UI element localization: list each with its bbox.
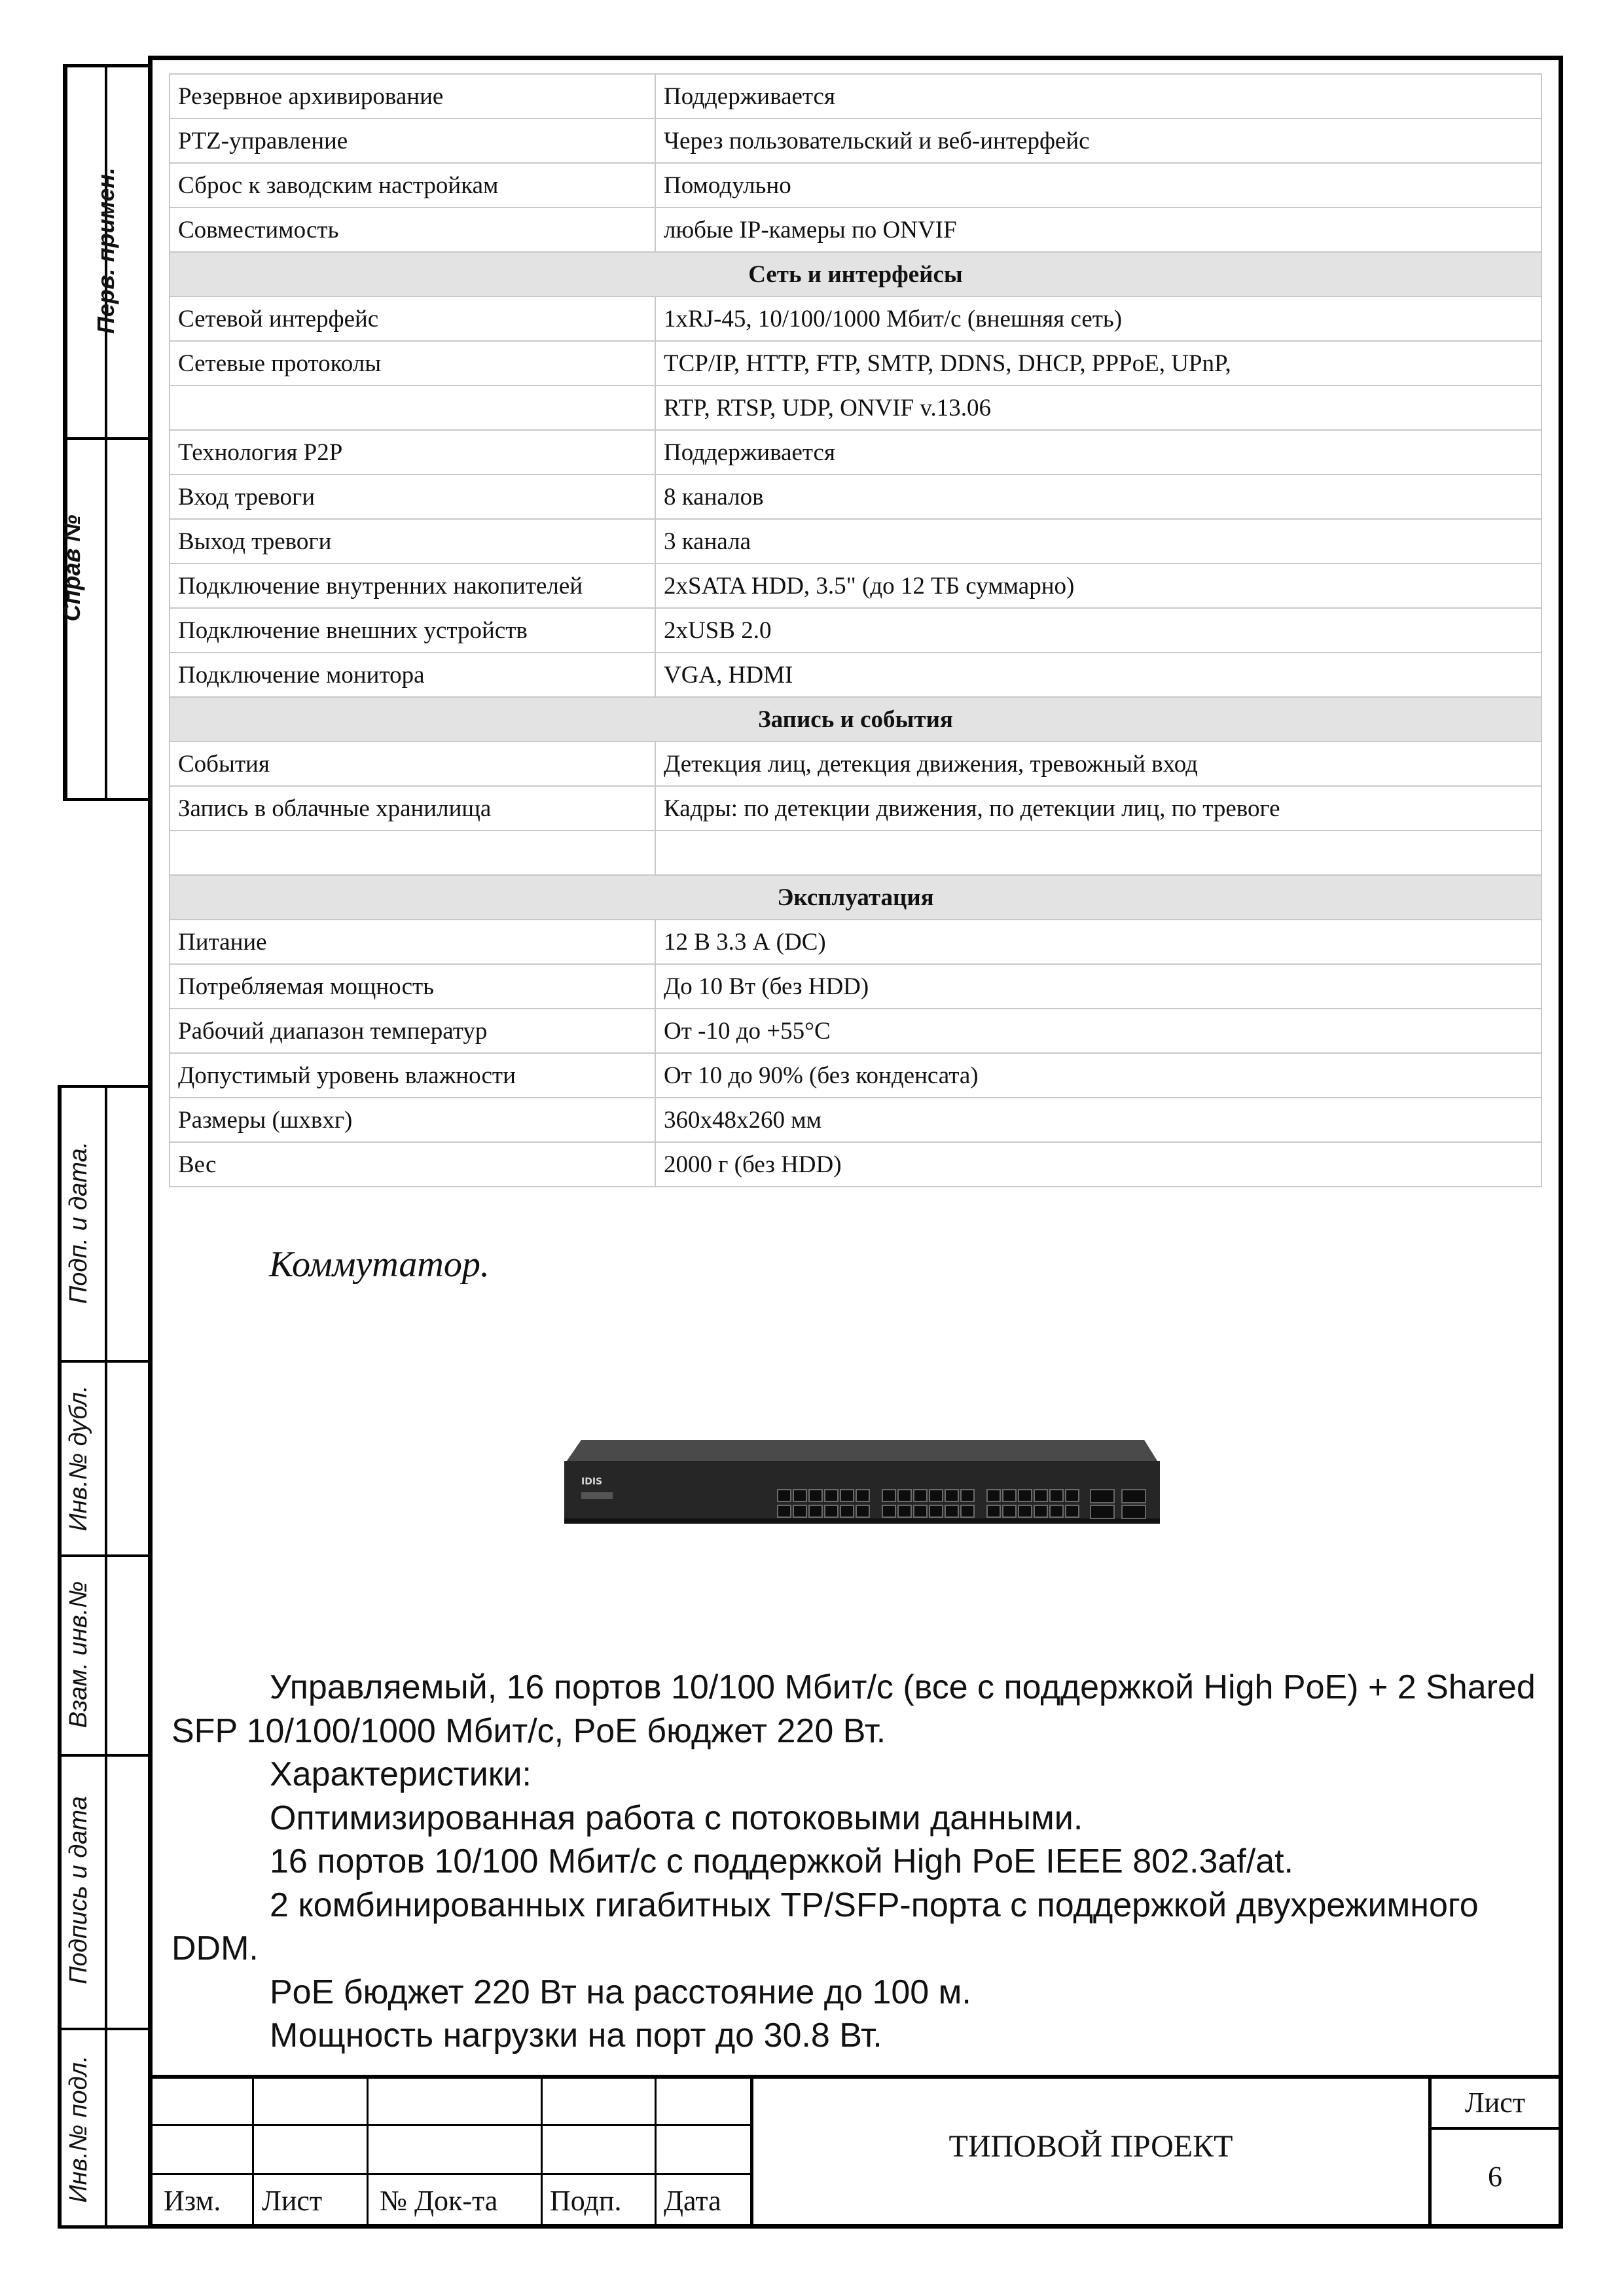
row-label: PTZ-управление (170, 118, 655, 163)
table-row (170, 653, 1542, 697)
margin-upper-outer-line (63, 64, 67, 800)
switch-image (555, 1427, 1170, 1532)
switch-rj45-port (945, 1490, 958, 1501)
margin-inv-dubl: Инв.№ дубл. (65, 1385, 92, 1532)
table-row (170, 74, 1542, 118)
title-block-col-line (252, 2079, 254, 2224)
margin-vzam-inv: Взам. инв.№ (65, 1581, 92, 1729)
row-label: Технология P2P (170, 430, 655, 475)
body-paragraph: Характеристики: (270, 1755, 532, 1793)
body-paragraph: 2 комбинированных гигабитных TP/SFP-порта с поддержкой двухрежимного DDM. (171, 1886, 1479, 1967)
switch-rj45-port (1003, 1505, 1016, 1517)
title-block-list: Лист (262, 2185, 323, 2217)
switch-rj45-port (1034, 1505, 1047, 1517)
row-label: Совместимость (170, 207, 655, 252)
row-label: Питание (170, 920, 655, 964)
margin-divider (58, 1085, 149, 1088)
title-block-row-line (153, 2173, 751, 2175)
row-value: От 10 до 90% (без конденсата) (655, 1053, 1542, 1098)
switch-rj45-port (1066, 1505, 1079, 1517)
row-label: Вход тревоги (170, 475, 655, 519)
margin-podpis-data: Подпись и дата (65, 1796, 92, 1984)
switch-rj45-port (929, 1505, 943, 1517)
switch-rj45-port (1050, 1505, 1063, 1517)
title-block-doc: № Док-та (380, 2185, 498, 2217)
body-text (171, 1666, 1553, 2058)
row-value: 360х48х260 мм (655, 1098, 1542, 1142)
switch-rj45-port (825, 1505, 838, 1517)
margin-podp-data: Подп. и дата. (65, 1141, 92, 1304)
row-label: Рабочий диапазон температур (170, 1009, 655, 1053)
row-value: 2xUSB 2.0 (655, 608, 1542, 653)
table-row (170, 341, 1542, 386)
row-label: Размеры (шхвхг) (170, 1098, 655, 1142)
row-value: 2xSATA HDD, 3.5" (до 12 ТБ суммарно) (655, 564, 1542, 608)
row-label: Сброс к заводским настройкам (170, 163, 655, 207)
row-value: VGA, HDMI (655, 653, 1542, 697)
title-block-project: ТИПОВОЙ ПРОЕКТ (948, 2129, 1233, 2164)
row-label: Запись в облачные хранилища (170, 786, 655, 831)
margin-perv-primen: Перв. примен. (92, 167, 119, 334)
switch-uplink-port (1122, 1490, 1146, 1503)
row-value: TCP/IP, HTTP, FTP, SMTP, DDNS, DHCP, PPPoE, UPnP, (655, 341, 1542, 386)
row-value: любые IP-камеры по ONVIF (655, 207, 1542, 252)
row-label: Вес (170, 1142, 655, 1187)
margin-upper-mid-line (63, 437, 151, 440)
row-value: RTP, RTSP, UDP, ONVIF v.13.06 (655, 386, 1542, 430)
row-value: Поддерживается (655, 430, 1542, 475)
row-label: Допустимый уровень влажности (170, 1053, 655, 1098)
switch-rj45-port (961, 1490, 974, 1501)
margin-lower-inner-line (105, 1085, 107, 2229)
margin-upper-bottom-line (63, 798, 151, 801)
title-block-row-line (153, 2124, 751, 2126)
table-row (170, 1098, 1542, 1142)
table-row (170, 1142, 1542, 1187)
switch-rj45-port (987, 1505, 1000, 1517)
row-label: Подключение монитора (170, 653, 655, 697)
switch-rj45-port (840, 1505, 854, 1517)
switch-rj45-port (778, 1490, 791, 1501)
margin-divider (58, 1554, 149, 1557)
switch-rj45-port (1066, 1490, 1079, 1501)
switch-sfp-port (1091, 1490, 1114, 1503)
switch-rj45-port (825, 1490, 838, 1501)
switch-rj45-port (856, 1505, 869, 1517)
table-row (170, 519, 1542, 564)
row-value: 1xRJ-45, 10/100/1000 Мбит/с (внешняя сеть) (655, 296, 1542, 341)
body-paragraph: PoE бюджет 220 Вт на расстояние до 100 м. (270, 1973, 971, 2011)
switch-rj45-port (914, 1490, 927, 1501)
title-block-col-line (541, 2079, 543, 2224)
row-value: До 10 Вт (без HDD) (655, 964, 1542, 1009)
switch-rj45-port (793, 1505, 806, 1517)
switch-rj45-port (778, 1505, 791, 1517)
row-value: 3 канала (655, 519, 1542, 564)
switch-rj45-port (1034, 1490, 1047, 1501)
table-row (170, 386, 1542, 430)
table-row (170, 296, 1542, 341)
switch-rj45-port (945, 1505, 958, 1517)
row-label: Подключение внутренних накопителей (170, 564, 655, 608)
switch-rj45-port (882, 1490, 895, 1501)
table-row (170, 1009, 1542, 1053)
title-block-sheet-number: 6 (1488, 2161, 1502, 2193)
row-label (170, 386, 655, 430)
title-block-data: Дата (664, 2185, 721, 2217)
body-paragraph: Оптимизированная работа с потоковыми данными. (270, 1799, 1083, 1837)
switch-rj45-port (840, 1490, 854, 1501)
table-section-header (170, 252, 1542, 296)
row-value: 8 каналов (655, 475, 1542, 519)
table-row (170, 608, 1542, 653)
switch-uplink-port (1122, 1505, 1146, 1518)
body-paragraph: Мощность нагрузки на порт до 30.8 Вт. (270, 2017, 882, 2054)
row-label: События (170, 742, 655, 786)
table-section-header (170, 697, 1542, 742)
title-block-top-line (148, 2075, 1563, 2079)
body-paragraph: Управляемый, 16 портов 10/100 Мбит/с (все с поддержкой High PoE) + 2 Shared SFP 10/100/1000 Мбит/с, PoE бюджет 220 Вт. (171, 1668, 1536, 1750)
row-label: Выход тревоги (170, 519, 655, 564)
row-value: 12 В 3.3 А (DC) (655, 920, 1542, 964)
body-paragraph: 16 портов 10/100 Мбит/с с поддержкой High PoE IEEE 802.3af/at. (270, 1842, 1293, 1880)
switch-top-panel (567, 1440, 1157, 1461)
section-title: Эксплуатация (170, 875, 1542, 920)
switch-brand-logo: IDIS (581, 1477, 603, 1487)
row-label (170, 831, 655, 875)
title-block-col-line (367, 2079, 369, 2224)
row-label: Резервное архивирование (170, 74, 655, 118)
switch-rj45-port (809, 1490, 822, 1501)
row-value: Поддерживается (655, 74, 1542, 118)
switch-rj45-port (1019, 1505, 1032, 1517)
table-row (170, 564, 1542, 608)
title-block-sheet-label: Лист (1464, 2087, 1526, 2119)
title-block-izm: Изм. (164, 2185, 221, 2217)
row-label: Сетевой интерфейс (170, 296, 655, 341)
switch-rj45-port (856, 1490, 869, 1501)
margin-sprav-no: Справ № (58, 514, 85, 622)
row-label: Потребляемая мощность (170, 964, 655, 1009)
table-row (170, 475, 1542, 519)
row-value (655, 831, 1542, 875)
spec-table (169, 73, 1542, 1187)
switch-rj45-port (898, 1490, 911, 1501)
switch-rj45-port (961, 1505, 974, 1517)
switch-rj45-port (898, 1505, 911, 1517)
row-value: От -10 до +55°C (655, 1009, 1542, 1053)
table-row (170, 742, 1542, 786)
switch-sfp-port (1091, 1505, 1114, 1518)
margin-divider (58, 1754, 149, 1757)
margin-divider (58, 1360, 149, 1363)
switch-rj45-port (793, 1490, 806, 1501)
margin-inv-podl: Инв.№ подл. (65, 2055, 92, 2203)
table-row (170, 207, 1542, 252)
switch-rj45-port (809, 1505, 822, 1517)
switch-title: Коммутатор. (269, 1244, 490, 1285)
row-value: Помодульно (655, 163, 1542, 207)
table-row (170, 163, 1542, 207)
row-label: Подключение внешних устройств (170, 608, 655, 653)
table-row (170, 118, 1542, 163)
table-row (170, 1053, 1542, 1098)
switch-rj45-port (1019, 1490, 1032, 1501)
table-row (170, 964, 1542, 1009)
switch-rj45-port (1050, 1490, 1063, 1501)
row-value: Через пользовательский и веб-интерфейс (655, 118, 1542, 163)
section-title: Сеть и интерфейсы (170, 252, 1542, 296)
row-value: Кадры: по детекции движения, по детекции лиц, по тревоге (655, 786, 1542, 831)
switch-rj45-port (1003, 1490, 1016, 1501)
table-row (170, 920, 1542, 964)
table-section-header (170, 875, 1542, 920)
title-block-podp: Подп. (550, 2185, 622, 2217)
section-title: Запись и события (170, 697, 1542, 742)
table-row (170, 786, 1542, 831)
row-value: 2000 г (без HDD) (655, 1142, 1542, 1187)
switch-rj45-port (914, 1505, 927, 1517)
switch-rj45-port (987, 1490, 1000, 1501)
table-row (170, 831, 1542, 875)
row-label: Сетевые протоколы (170, 341, 655, 386)
table-row (170, 430, 1542, 475)
row-value: Детекция лиц, детекция движения, тревожный вход (655, 742, 1542, 786)
switch-rj45-port (929, 1490, 943, 1501)
switch-rj45-port (882, 1505, 895, 1517)
title-block-col-line (655, 2079, 657, 2224)
margin-upper-top-line (63, 64, 151, 67)
